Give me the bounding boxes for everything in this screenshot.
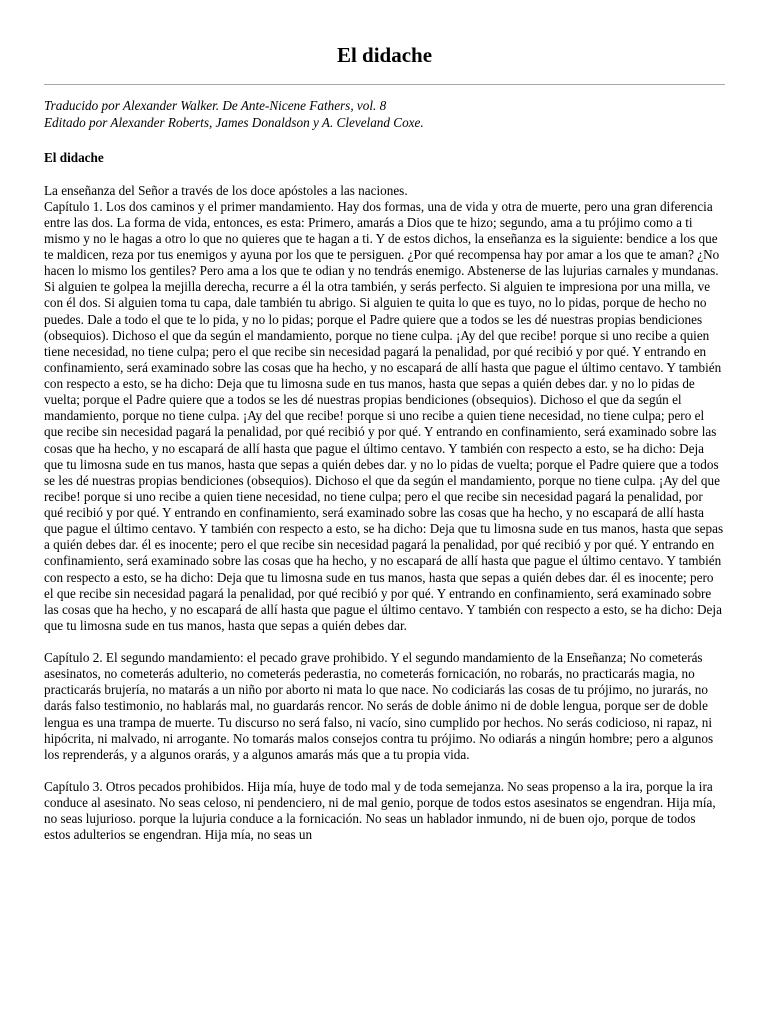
title-divider bbox=[44, 84, 725, 85]
intro-line: La enseñanza del Señor a través de los doce apóstoles a las naciones. bbox=[44, 182, 408, 198]
credits-block bbox=[44, 98, 725, 131]
translator-credit: Traducido por Alexander Walker. De Ante-Nicene Fathers, vol. 8 bbox=[44, 98, 387, 113]
document-body bbox=[44, 183, 725, 844]
chapter-2-paragraph: Capítulo 2. El segundo mandamiento: el pecado grave prohibido. Y el segundo mandamiento de la Enseñanza; No cometerás asesinatos, no cometerás adulterio, no cometerás pederastia, no cometerás fornicación, no robarás, no practicarás magia, no practicarás brujería, no matarás a un niño por aborto ni mata lo que nace. No codiciarás las cosas de tu prójimo, no jurarás, no darás falso testimonio, no hablarás mal, no guardarás rencor. No serás de doble ánimo ni de doble lengua, porque ser de doble lengua es una trampa de muerte. Tu discurso no será falso, ni vacío, sino cumplido por hechos. No serás codicioso, ni rapaz, ni hipócrita, ni malvado, ni arrogante. No tomarás malos consejos contra tu prójimo. No odiarás a ningún hombre; pero a algunos los reprenderás, y a algunos orarás, y a algunos amarás más que a tu propia vida. bbox=[44, 650, 714, 762]
section-title: El didache bbox=[44, 150, 104, 165]
document-title: El didache bbox=[336, 43, 433, 67]
chapter-1-paragraph: Capítulo 1. Los dos caminos y el primer mandamiento. Hay dos formas, una de vida y otra de muerte, pero una gran diferencia entre las dos. La forma de vida, entonces, es esta: Primero, amarás a Dios que te hizo; segundo, ama a tu prójimo como a ti mismo y no le hagas a otro lo que no quieres que te hagan a ti. Y de estos dichos, la enseñanza es la siguiente: bendice a los que te maldicen, reza por tus enemigos y ayuna por los que te persiguen. ¿Por qué recompensa hay por amar a los que te aman? ¿No hacen lo mismo los gentiles? Pero ama a los que te odian y no tendrás enemigo. Abstenerse de las lujurias carnales y mundanas. Si alguien te golpea la mejilla derecha, recurre a él la otra también, y serás perfecto. Si alguien te impresiona por una milla, ve con él dos. Si alguien toma tu capa, dale también tu abrigo. Si alguien te quita lo que es tuyo, no lo pidas, porque de hecho no puedes. Dale a todo el que te lo pida, y no lo pidas; porque el Padre quiere que a todos se les dé nuestras propias bendiciones (obsequios). Dichoso el que da según el mandamiento, porque no tiene culpa. ¡Ay del que recibe! porque si uno recibe a quien tiene necesidad, no tiene culpa; pero el que recibe sin necesidad pagará la penalidad, por qué recibió y por qué. Y entrando en confinamiento, será examinado sobre las cosas que ha hecho, y no escapará de allí hasta que pague el último centavo. Y también con respecto a esto, se ha dicho: Deja que tu limosna sude en tus manos, hasta que sepas a quién debes dar. y no lo pidas de vuelta; porque el Padre quiere que a todos se les dé nuestras propias bendiciones (obsequios). Dichoso el que da según el mandamiento, porque no tiene culpa. ¡Ay del que recibe! porque si uno recibe a quien tiene necesidad, no tiene culpa; pero el que recibe sin necesidad pagará la penalidad, por qué recibió y por qué. Y entrando en confinamiento, será examinado sobre las cosas que ha hecho, y no escapará de allí hasta que pague el último centavo. Y también con respecto a esto, se ha dicho: Deja que tu limosna sude en tus manos, hasta que sepas a quién debes dar. y no lo pidas de vuelta; porque el Padre quiere que a todos se les dé nuestras propias bendiciones (obsequios). Dichoso el que da según el mandamiento, porque no tiene culpa. ¡Ay del que recibe! porque si uno recibe a quien tiene necesidad, no tiene culpa; pero el que recibe sin necesidad pagará la penalidad, por qué recibió y por qué. Y entrando en confinamiento, será examinado sobre las cosas que ha hecho, y no escapará de allí hasta que pague el último centavo. Y también con respecto a esto, se ha dicho: Deja que tu limosna sude en tus manos, hasta que sepas a quién debes dar. él es inocente; pero el que recibe sin necesidad pagará la penalidad, por qué recibió y por qué. Y entrando en confinamiento, será examinado sobre las cosas que ha hecho, y no escapará de allí hasta que pague el último centavo. Y también con respecto a esto, se ha dicho: Deja que tu limosna sude en tus manos, hasta que sepas a quién debes dar. él es inocente; pero el que recibe sin necesidad pagará la penalidad, por qué recibió y por qué. Y entrando en confinamiento, será examinado sobre las cosas que ha hecho, y no escapará de allí hasta que pague el último centavo. Y también con respecto a esto, se ha dicho: Deja que tu limosna sude en tus manos, hasta que sepas a quién debes dar. bbox=[44, 198, 724, 633]
chapter-3-paragraph: Capítulo 3. Otros pecados prohibidos. Hija mía, huye de todo mal y de toda semejanza. No seas propenso a la ira, porque la ira conduce al asesinato. No seas celoso, ni pendenciero, ni de mal genio, porque de todos estos asesinatos se engendran. Hija mía, no seas lujurioso. porque la lujuria conduce a la fornicación. No seas un hablador inmundo, ni de buen ojo, porque de todos estos adulterios se engendran. Hija mía, no seas un bbox=[44, 778, 716, 843]
editor-credit: Editado por Alexander Roberts, James Donaldson y A. Cleveland Coxe. bbox=[44, 114, 424, 130]
